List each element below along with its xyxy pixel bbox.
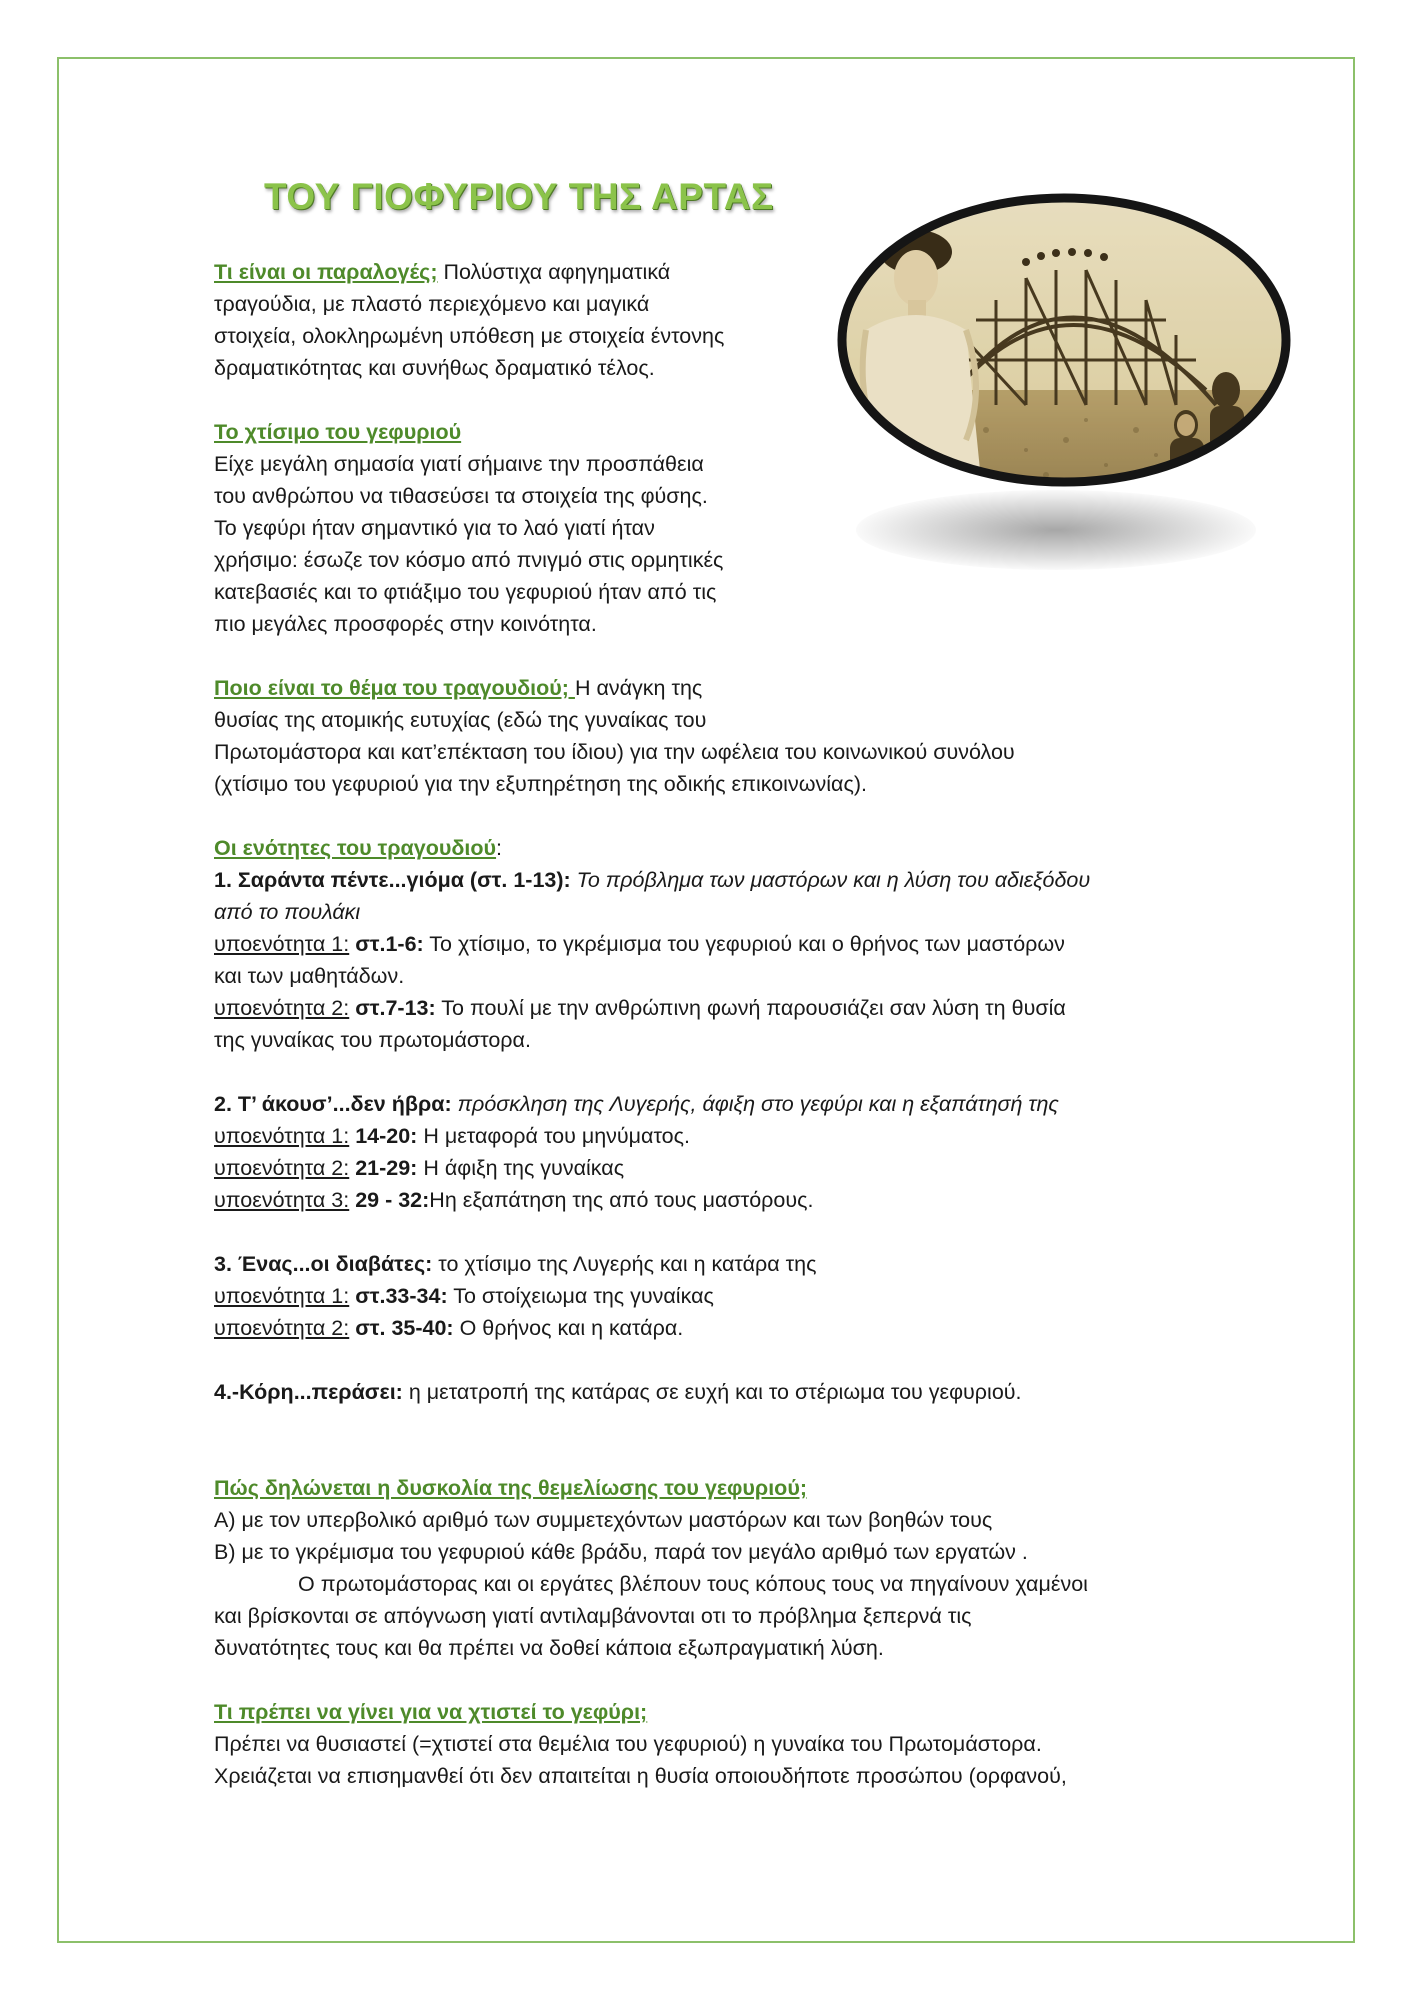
subunit-label: υποενότητα 1: (214, 932, 350, 956)
building-text-line: Το γεφύρι ήταν σημαντικό για το λαό γιατί ήταν (214, 516, 655, 540)
paraloges-text-line: Πολύστιχα αφηγηματικά (437, 260, 671, 284)
section-difficulty (214, 1472, 1234, 1664)
subunit-text: Το πουλί με την ανθρώπινη φωνή παρουσιάζει σαν λύση τη θυσία (435, 996, 1066, 1020)
difficulty-text-line: Ο πρωτομάστορας και οι εργάτες βλέπουν τους κόπους τους να πηγαίνουν χαμένοι (298, 1572, 1088, 1596)
theme-text-line: (χτίσιμο του γεφυριού για την εξυπηρέτηση της οδικής επικοινωνίας). (214, 772, 867, 796)
units-colon: : (496, 836, 503, 860)
difficulty-text-line: δυνατότητες τους και θα πρέπει να δοθεί κάποια εξωπραγματική λύση. (214, 1636, 884, 1660)
subunit-text: Το στοίχειωμα της γυναίκας (447, 1284, 714, 1308)
section-paraloges (214, 256, 834, 384)
unit1-title: 1. Σαράντα πέντε...γιόμα (στ. 1-13): (214, 868, 571, 892)
subunit-verses: 29 - 32: (349, 1188, 430, 1212)
unit1-desc: Το πρόβλημα των μαστόρων και η λύση του αδιεξόδου (570, 868, 1091, 892)
building-text-line: κατεβασιές και το φτιάξιμο του γεφυριού ήταν από τις (214, 580, 717, 604)
subunit-verses: στ.33-34: (349, 1284, 448, 1308)
bridge-photo-image (836, 190, 1292, 530)
unit3-desc: το χτίσιμο της Λυγερής και η κατάρα της (432, 1252, 817, 1276)
subunit-label: υποενότητα 3: (214, 1188, 350, 1212)
unit1-desc-cont: από το πουλάκι (214, 900, 361, 924)
subunit-label: υποενότητα 2: (214, 1316, 350, 1340)
subunit-text-cont: και των μαθητάδων. (214, 964, 405, 988)
subunit-text: Η άφιξη της γυναίκας (417, 1156, 625, 1180)
unit2-desc: πρόσκληση της Λυγερής, άφιξη στο γεφύρι και η εξαπάτησή της (451, 1092, 1059, 1116)
heading-sacrifice: Τι πρέπει να γίνει για να χτιστεί το γεφύρι; (214, 1700, 648, 1724)
subunit-text-cont: της γυναίκας του πρωτομάστορα. (214, 1028, 531, 1052)
theme-text-line: Πρωτομάστορα και κατ’επέκταση του ίδιου) για την ωφέλεια του κοινωνικού συνόλου (214, 740, 1015, 764)
section-building (214, 416, 834, 640)
building-text-line: Είχε μεγάλη σημασία γιατί σήμαινε την προσπάθεια (214, 452, 704, 476)
subunit-label: υποενότητα 1: (214, 1284, 350, 1308)
paraloges-text-line: δραματικότητας και συνήθως δραματικό τέλος. (214, 356, 655, 380)
page-title: ΤΟΥ ΓΙΟΦΥΡΙΟΥ ΤΗΣ ΑΡΤΑΣ (264, 176, 774, 217)
paraloges-text-line: στοιχεία, ολοκληρωμένη υπόθεση με στοιχεία έντονης (214, 324, 725, 348)
unit4-title: 4.-Κόρη...περάσει: (214, 1380, 403, 1404)
subunit-verses: 21-29: (349, 1156, 418, 1180)
heading-building: Το χτίσιμο του γεφυριού (214, 420, 462, 444)
theme-text-line: θυσίας της ατομικής ευτυχίας (εδώ της γυναίκας του (214, 708, 707, 732)
subunit-verses: 14-20: (349, 1124, 418, 1148)
difficulty-text-line: Α) με τον υπερβολικό αριθμό των συμμετεχόντων μαστόρων και των βοηθών τους (214, 1508, 993, 1532)
difficulty-text-line: Β) με το γκρέμισμα του γεφυριού κάθε βράδυ, παρά τον μεγάλο αριθμό των εργατών . (214, 1540, 1028, 1564)
paraloges-text-line: τραγούδια, με πλαστό περιεχόμενο και μαγικά (214, 292, 650, 316)
subunit-label: υποενότητα 2: (214, 996, 350, 1020)
section-theme (214, 672, 1234, 800)
heading-theme: Ποιο είναι το θέμα του τραγουδιού; (214, 676, 575, 700)
heading-paraloges: Τι είναι οι παραλογές; (214, 260, 438, 284)
subunit-text: Ο θρήνος και η κατάρα. (453, 1316, 684, 1340)
heading-difficulty: Πώς δηλώνεται η δυσκολία της θεμελίωσης του γεφυριού; (214, 1476, 807, 1500)
section-units (214, 832, 1234, 1408)
building-text-line: χρήσιμο: έσωζε τον κόσμο από πνιγμό στις ορμητικές (214, 548, 724, 572)
subunit-label: υποενότητα 1: (214, 1124, 350, 1148)
unit4-desc: η μετατροπή της κατάρας σε ευχή και το στέριωμα του γεφυριού. (402, 1380, 1022, 1404)
building-text-line: του ανθρώπου να τιθασεύσει τα στοιχεία της φύσης. (214, 484, 708, 508)
building-text-line: πιο μεγάλες προσφορές στην κοινότητα. (214, 612, 597, 636)
section-sacrifice (214, 1696, 1234, 1792)
subunit-verses: στ.1-6: (349, 932, 424, 956)
unit3-title: 3. Ένας...οι διαβάτες: (214, 1252, 433, 1276)
subunit-verses: στ.7-13: (349, 996, 436, 1020)
sacrifice-text-line: Πρέπει να θυσιαστεί (=χτιστεί στα θεμέλια του γεφυριού) η γυναίκα του Πρωτομάστορα. (214, 1732, 1042, 1756)
sacrifice-text-line: Χρειάζεται να επισημανθεί ότι δεν απαιτείται η θυσία οποιουδήποτε προσώπου (ορφανού, (214, 1764, 1067, 1788)
subunit-label: υποενότητα 2: (214, 1156, 350, 1180)
heading-units: Οι ενότητες του τραγουδιού (214, 836, 497, 860)
unit2-title: 2. Τ’ άκουσ’...δεν ήβρα: (214, 1092, 452, 1116)
subunit-text: Το χτίσιμο, το γκρέμισμα του γεφυριού και ο θρήνος των μαστόρων (423, 932, 1065, 956)
theme-text-line: Η ανάγκη της (574, 676, 703, 700)
difficulty-text-line: και βρίσκονται σε απόγνωση γιατί αντιλαμβάνονται οτι το πρόβλημα ξεπερνά τις (214, 1604, 972, 1628)
subunit-text: Η μεταφορά του μηνύματος. (417, 1124, 690, 1148)
subunit-text: Ηη εξαπάτηση της από τους μαστόρους. (429, 1188, 814, 1212)
subunit-verses: στ. 35-40: (349, 1316, 454, 1340)
bridge-photo (836, 190, 1292, 530)
